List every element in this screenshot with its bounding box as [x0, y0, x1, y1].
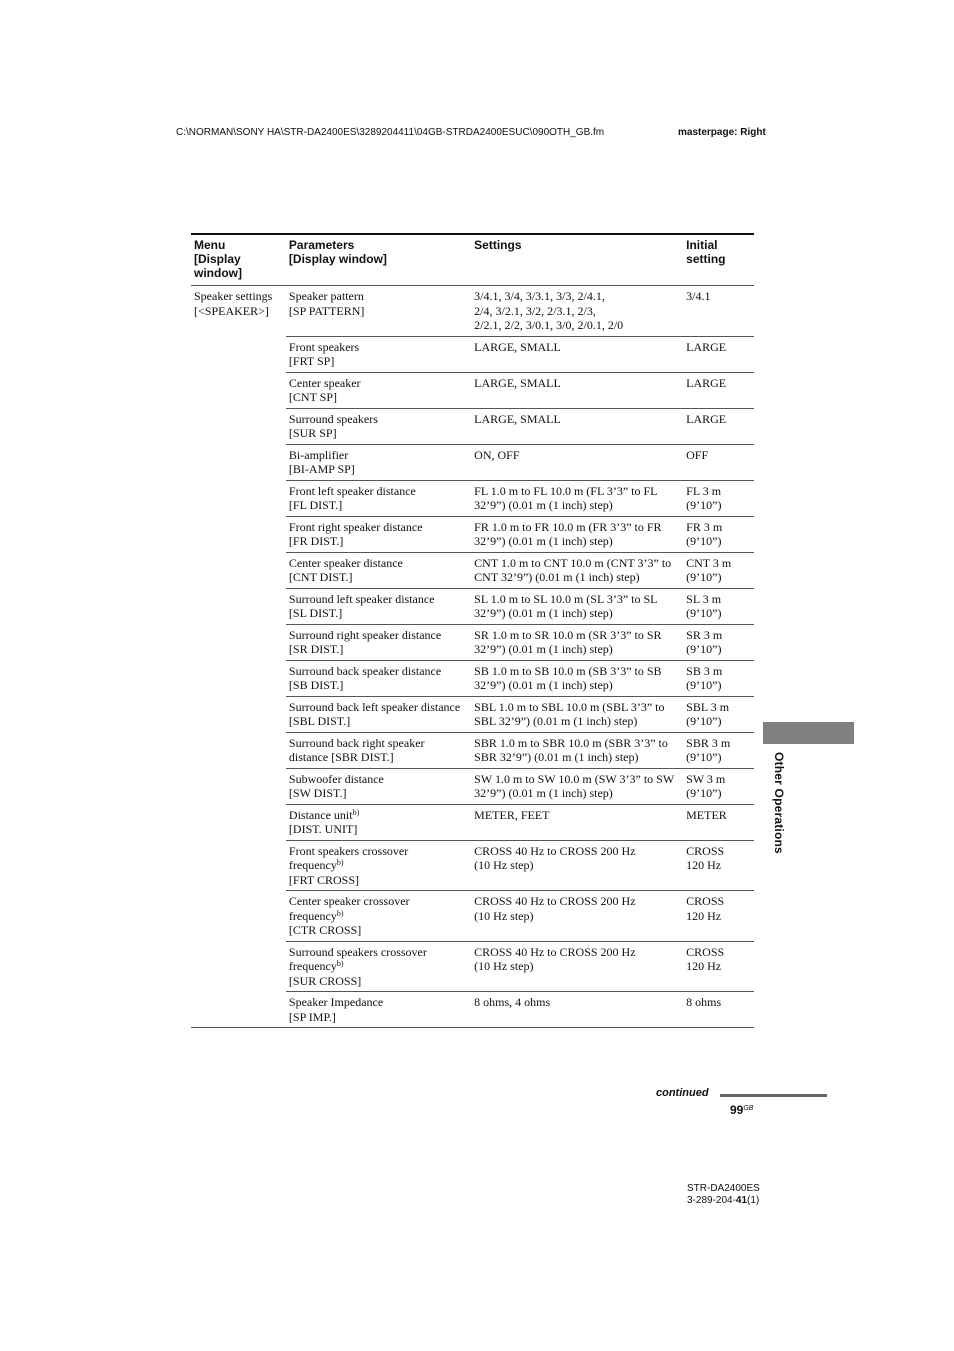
parameter-display: distance [SBR DIST.] [288, 750, 394, 764]
settings-cell [471, 732, 683, 768]
settings-line: CNT 1.0 m to CNT 10.0 m (CNT 3’3” to [474, 555, 672, 570]
parameter-name-cont [289, 909, 468, 924]
settings-cell [471, 992, 683, 1028]
initial-line: 120 Hz [686, 959, 722, 973]
initial-line: SR 3 m [686, 627, 723, 642]
footnote-marker: b) [336, 858, 344, 867]
settings-line: FL 1.0 m to FL 10.0 m (FL 3’3” to FL [474, 483, 658, 498]
parameter-display: [FL DIST.] [288, 498, 343, 512]
settings-cell [471, 804, 683, 840]
parameter-cell [286, 992, 471, 1028]
parameter-name [289, 772, 468, 787]
parameter-display: [SUR SP] [288, 426, 337, 440]
settings-line: SBR 32’9”) (0.01 m (1 inch) step) [474, 750, 639, 764]
parameter-name [289, 289, 468, 304]
initial-line: SL 3 m [686, 591, 722, 606]
parameter-name [289, 628, 468, 643]
parameter-name [289, 664, 468, 679]
masterpage-label: masterpage: Right [678, 127, 766, 138]
settings-line: LARGE, SMALL [474, 411, 561, 426]
initial-cell [683, 804, 754, 840]
header-line: Settings [474, 238, 522, 252]
settings-cell [471, 941, 683, 992]
parameter-name-text: Surround left speaker distance [288, 591, 435, 606]
parameter-cell [286, 768, 471, 804]
parameter-name-text: Center speaker crossover [288, 894, 410, 908]
parameter-name-text: frequency [288, 959, 337, 973]
initial-cell [683, 768, 754, 804]
continued-label: continued [656, 1087, 709, 1099]
parameter-display: [SP IMP.] [288, 1009, 336, 1024]
settings-line: METER, FEET [474, 807, 550, 822]
parameter-name-text: Front right speaker distance [288, 519, 423, 534]
settings-cell [471, 444, 683, 480]
parameter-name-text: Subwoofer distance [288, 771, 384, 786]
parameter-name [289, 376, 468, 391]
parameter-cell [286, 588, 471, 624]
initial-line: (9’10”) [686, 786, 722, 800]
settings-line: 32’9”) (0.01 m (1 inch) step) [474, 498, 613, 512]
settings-cell [471, 336, 683, 372]
settings-cell [471, 286, 683, 337]
initial-line: (9’10”) [686, 498, 722, 512]
settings-line: SBL 32’9”) (0.01 m (1 inch) step) [474, 714, 638, 728]
initial-line: FL 3 m [686, 483, 722, 498]
parameter-cell [286, 660, 471, 696]
settings-line: FR 1.0 m to FR 10.0 m (FR 3’3” to FR [474, 519, 662, 534]
initial-line: 120 Hz [686, 858, 722, 872]
initial-line: METER [686, 807, 727, 822]
parameter-name [289, 484, 468, 499]
parameter-name-text: Front speakers [288, 339, 360, 354]
parameter-name-text: Center speaker distance [288, 555, 403, 570]
settings-line: SL 1.0 m to SL 10.0 m (SL 3’3” to SL [474, 591, 658, 606]
parameter-name [289, 592, 468, 607]
settings-line: 3/4.1, 3/4, 3/3.1, 3/3, 2/4.1, [474, 289, 605, 303]
settings-line: CROSS 40 Hz to CROSS 200 Hz [474, 843, 636, 858]
header-line: window] [194, 266, 242, 280]
part-code [687, 1195, 760, 1207]
settings-line: 2/4, 3/2.1, 3/2, 2/3.1, 2/3, [474, 303, 596, 318]
initial-cell [683, 336, 754, 372]
part-code-suffix: (1) [747, 1195, 760, 1206]
initial-line: (9’10”) [686, 750, 722, 764]
parameter-cell [286, 408, 471, 444]
parameter-name-text: Speaker Impedance [288, 995, 384, 1009]
initial-cell [683, 696, 754, 732]
page-number-value: 99 [730, 1103, 744, 1117]
continued-rule [720, 1094, 827, 1097]
initial-line: SW 3 m [686, 771, 726, 786]
initial-line: LARGE [686, 411, 727, 426]
initial-line: (9’10”) [686, 678, 722, 692]
parameter-cell [286, 696, 471, 732]
settings-cell [471, 408, 683, 444]
footer-model-code [687, 1183, 760, 1207]
header-line: setting [686, 252, 726, 266]
settings-cell [471, 480, 683, 516]
initial-cell [683, 624, 754, 660]
part-code-prefix: 3-289-204- [687, 1195, 736, 1206]
parameter-name-text: Surround speakers [288, 411, 378, 426]
parameter-name-cont [289, 858, 468, 873]
footnote-marker: b) [352, 807, 360, 817]
initial-line: LARGE [686, 375, 727, 390]
parameter-cell [286, 624, 471, 660]
file-path-header [176, 127, 766, 138]
header-line: Initial [686, 238, 718, 252]
parameter-display: [BI-AMP SP] [288, 462, 355, 476]
initial-line: (9’10”) [686, 606, 722, 620]
initial-cell [683, 660, 754, 696]
parameter-name-text: Surround right speaker distance [288, 627, 442, 642]
initial-line: 120 Hz [686, 908, 722, 923]
page-number [730, 1103, 753, 1117]
parameter-name-text: Distance unit [288, 807, 353, 822]
parameter-cell [286, 516, 471, 552]
header-line: Menu [194, 238, 226, 252]
initial-cell [683, 286, 754, 337]
settings-line: (10 Hz step) [474, 959, 534, 973]
parameter-cell [286, 840, 471, 891]
settings-line: SBL 1.0 m to SBL 10.0 m (SBL 3’3” to [474, 699, 665, 714]
settings-cell [471, 768, 683, 804]
initial-line: (9’10”) [686, 714, 722, 728]
parameter-name [289, 340, 468, 355]
settings-line: 32’9”) (0.01 m (1 inch) step) [474, 606, 613, 620]
initial-line: (9’10”) [686, 642, 722, 656]
parameter-name-text: Speaker pattern [288, 289, 364, 303]
table-body [191, 286, 754, 1028]
speaker-settings-table [191, 233, 754, 1028]
parameter-name [289, 808, 468, 823]
settings-cell [471, 552, 683, 588]
settings-cell [471, 588, 683, 624]
initial-line: SBR 3 m [686, 735, 731, 750]
parameter-cell [286, 732, 471, 768]
initial-line: CROSS [686, 843, 725, 858]
initial-line: (9’10”) [686, 534, 722, 548]
initial-cell [683, 552, 754, 588]
settings-line: LARGE, SMALL [474, 339, 561, 354]
initial-line: OFF [686, 447, 709, 462]
initial-line: CROSS [686, 944, 725, 959]
initial-line: SBL 3 m [686, 699, 730, 714]
initial-cell [683, 840, 754, 891]
settings-line: 2/2.1, 2/2, 3/0.1, 3/0, 2/0.1, 2/0 [474, 318, 624, 332]
parameter-name-text: Front left speaker distance [288, 483, 416, 498]
parameter-cell [286, 552, 471, 588]
initial-line: 8 ohms [686, 995, 722, 1009]
settings-cell [471, 624, 683, 660]
initial-cell [683, 891, 754, 942]
parameter-name [289, 995, 468, 1010]
parameter-display: [FRT SP] [288, 354, 335, 368]
initial-cell [683, 516, 754, 552]
header-line: [Display [194, 252, 241, 266]
col-parameters-header [286, 234, 471, 286]
parameter-name-text: Surround back left speaker distance [288, 699, 461, 714]
parameter-name-text: Surround speakers crossover [288, 944, 427, 959]
settings-line: 8 ohms, 4 ohms [474, 995, 551, 1009]
table-row [191, 286, 754, 337]
model-name: STR-DA2400ES [687, 1183, 760, 1194]
section-side-label [770, 752, 790, 882]
parameter-display: [CNT SP] [288, 390, 338, 404]
settings-line: SW 1.0 m to SW 10.0 m (SW 3’3” to SW [474, 771, 675, 786]
settings-line: 32’9”) (0.01 m (1 inch) step) [474, 642, 613, 656]
parameter-cell [286, 336, 471, 372]
parameter-cell [286, 444, 471, 480]
initial-cell [683, 444, 754, 480]
parameter-name [289, 412, 468, 427]
parameter-name-text: frequency [288, 858, 337, 872]
parameter-name-text: Front speakers crossover [288, 843, 409, 858]
section-tab-marker [763, 722, 854, 744]
menu-cell [191, 286, 286, 1028]
settings-line: (10 Hz step) [474, 908, 534, 923]
parameter-display: [SL DIST.] [288, 606, 343, 620]
settings-cell [471, 840, 683, 891]
settings-cell [471, 660, 683, 696]
initial-line: LARGE [686, 339, 727, 354]
initial-line: CNT 3 m [686, 555, 732, 570]
parameter-name [289, 448, 468, 463]
initial-line: SB 3 m [686, 663, 723, 678]
footnote-marker: b) [336, 908, 344, 918]
settings-cell [471, 696, 683, 732]
initial-line: 3/4.1 [686, 289, 711, 303]
parameter-display: [SUR CROSS] [288, 973, 362, 988]
parameter-display: [DIST. UNIT] [288, 822, 358, 836]
parameter-name [289, 700, 468, 715]
initial-cell [683, 588, 754, 624]
settings-line: SR 1.0 m to SR 10.0 m (SR 3’3” to SR [474, 627, 662, 642]
settings-line: SB 1.0 m to SB 10.0 m (SB 3’3” to SB [474, 663, 662, 678]
initial-cell [683, 941, 754, 992]
parameter-name-text: Center speaker [288, 375, 361, 390]
parameter-cell [286, 286, 471, 337]
settings-line: CROSS 40 Hz to CROSS 200 Hz [474, 894, 636, 908]
file-path: C:\NORMAN\SONY HA\STR-DA2400ES\3289204411\04GB-STRDA2400ESUC\090OTH_GB.fm [176, 127, 605, 138]
initial-cell [683, 408, 754, 444]
parameter-display: [SB DIST.] [288, 678, 344, 692]
col-settings-header [471, 234, 683, 286]
initial-line: FR 3 m [686, 519, 723, 534]
initial-line: CROSS [686, 894, 725, 908]
parameter-name [289, 844, 468, 859]
settings-cell [471, 372, 683, 408]
part-code-bold: 41 [735, 1195, 748, 1206]
menu-display: [<SPEAKER>] [194, 303, 269, 318]
settings-line: CROSS 40 Hz to CROSS 200 Hz [474, 944, 636, 959]
initial-cell [683, 372, 754, 408]
parameter-cell [286, 372, 471, 408]
settings-line: LARGE, SMALL [474, 375, 561, 390]
parameter-name [289, 945, 468, 960]
parameter-name-cont [289, 959, 468, 974]
parameter-name [289, 736, 468, 751]
table-header-row [191, 234, 754, 286]
settings-line: (10 Hz step) [474, 858, 534, 872]
settings-line: 32’9”) (0.01 m (1 inch) step) [474, 678, 613, 692]
col-menu-header [191, 234, 286, 286]
col-initial-header [683, 234, 754, 286]
initial-cell [683, 992, 754, 1028]
settings-cell [471, 891, 683, 942]
parameter-cell [286, 891, 471, 942]
initial-cell [683, 732, 754, 768]
parameter-name [289, 520, 468, 535]
settings-line: ON, OFF [474, 447, 520, 462]
parameter-display: [SP PATTERN] [288, 303, 365, 318]
parameter-display: [FRT CROSS] [288, 872, 359, 887]
parameter-display: [CNT DIST.] [288, 570, 353, 584]
parameter-name [289, 894, 468, 909]
initial-cell [683, 480, 754, 516]
parameter-name [289, 556, 468, 571]
page-number-suffix: GB [743, 1105, 754, 1112]
settings-cell [471, 516, 683, 552]
footnote-marker: b) [336, 959, 344, 968]
parameter-display: [SBL DIST.] [288, 714, 351, 728]
parameter-name-text: Surround back speaker distance [288, 663, 442, 678]
menu-name: Speaker settings [194, 289, 273, 303]
parameter-display: [FR DIST.] [288, 534, 344, 548]
parameter-cell [286, 480, 471, 516]
settings-line: 32’9”) (0.01 m (1 inch) step) [474, 786, 613, 800]
parameter-display: [SW DIST.] [288, 786, 347, 800]
parameter-name-text: Bi-amplifier [288, 447, 349, 462]
settings-line: SBR 1.0 m to SBR 10.0 m (SBR 3’3” to [474, 735, 668, 750]
parameter-display: [SR DIST.] [288, 642, 344, 656]
header-line: Parameters [288, 238, 355, 252]
header-line: [Display window] [288, 252, 387, 266]
settings-line: CNT 32’9”) (0.01 m (1 inch) step) [474, 570, 640, 584]
parameter-name-text: Surround back right speaker [288, 735, 425, 750]
settings-line: 32’9”) (0.01 m (1 inch) step) [474, 534, 613, 548]
parameter-display: [CTR CROSS] [288, 923, 362, 937]
parameter-cell [286, 941, 471, 992]
parameter-name-text: frequency [288, 908, 337, 923]
parameter-cell [286, 804, 471, 840]
initial-line: (9’10”) [686, 570, 722, 584]
section-label-text: Other Operations [772, 752, 786, 854]
